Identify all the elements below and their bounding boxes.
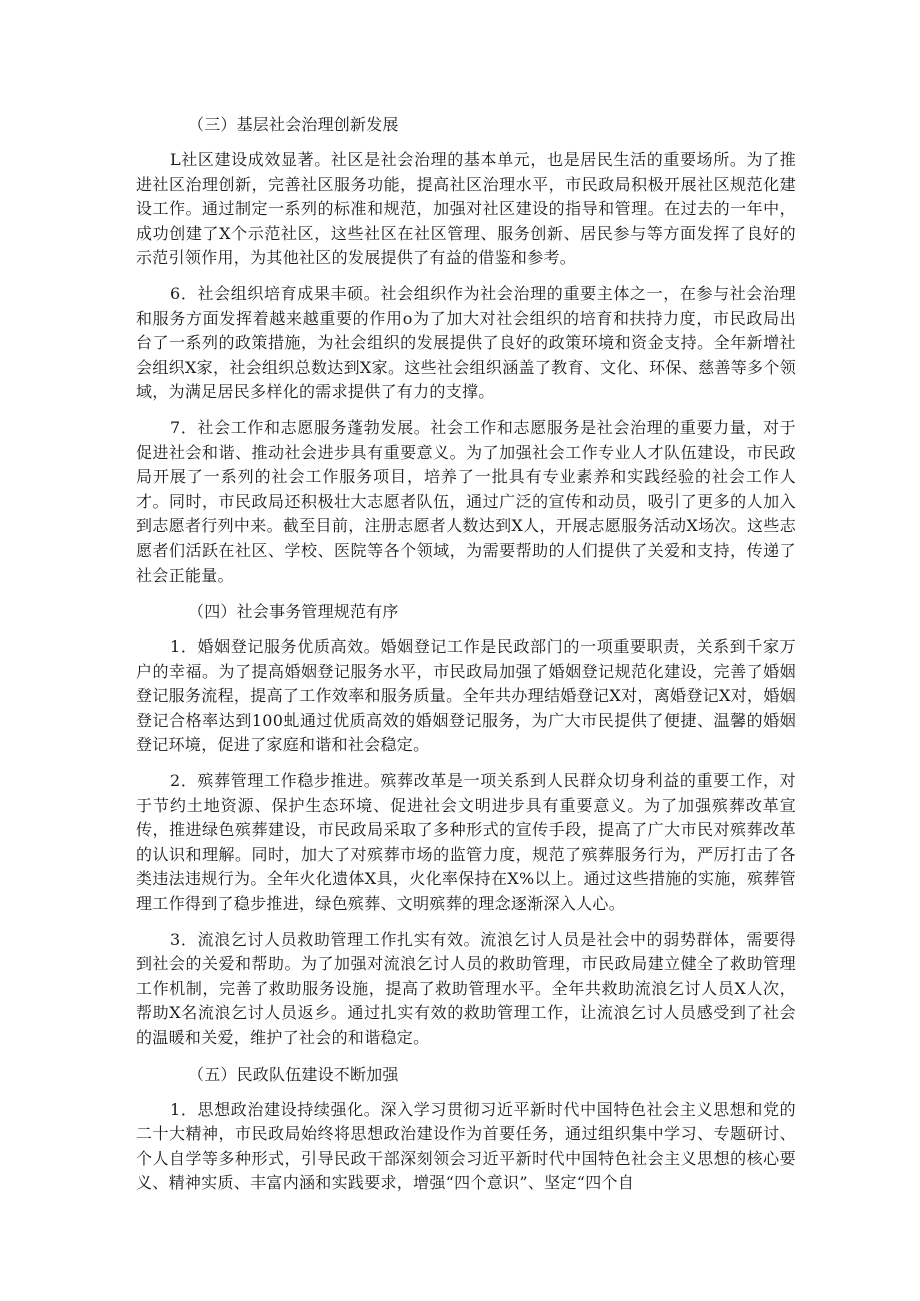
paragraph: 1．思想政治建设持续强化。深入学习贯彻习近平新时代中国特色社会主义思想和党的二十大精神，市民政局始终将思想政治建设作为首要任务，通过组织集中学习、专题研讨、个人自学等多种形式，引导民政干部深刻领会习近平新时代中国特色社会主义思想的核心要义、精神实质、丰富内涵和实践要求，增强“四个意识”、坚定“四个自	[136, 1099, 796, 1193]
document-body	[136, 112, 796, 1207]
paragraph: 1．婚姻登记服务优质高效。婚姻登记工作是民政部门的一项重要职责，关系到千家万户的幸福。为了提高婚姻登记服务水平，市民政局加强了婚姻登记规范化建设，完善了婚姻登记服务流程，提高了工作效率和服务质量。全年共办理结婚登记X对，离婚登记X对，婚姻登记合格率达到100虬通过优质高效的婚姻登记服务，为广大市民提供了便捷、温馨的婚姻登记环境，促进了家庭和谐和社会稳定。	[136, 637, 796, 755]
paragraph: 7．社会工作和志愿服务蓬勃发展。社会工作和志愿服务是社会治理的重要力量，对于促进社会和谐、推动社会进步具有重要意义。为了加强社会工作专业人才队伍建设，市民政局开展了一系列的社会工作服务项目，培养了一批具有专业素养和实践经验的社会工作人才。同时，市民政局还积极壮大志愿者队伍，通过广泛的宣传和动员，吸引了更多的人加入到志愿者行列中来。截至目前，注册志愿者人数达到X人，开展志愿服务活动X场次。这些志愿者们活跃在社区、学校、医院等各个领域，为需要帮助的人们提供了关爱和支持，传递了社会正能量。	[136, 417, 796, 585]
paragraph: 3．流浪乞讨人员救助管理工作扎实有效。流浪乞讨人员是社会中的弱势群体，需要得到社会的关爱和帮助。为了加强对流浪乞讨人员的救助管理，市民政局建立健全了救助管理工作机制，完善了救助服务设施，提高了救助管理水平。全年共救助流浪乞讨人员X人次，帮助X名流浪乞讨人员返乡。通过扎实有效的救助管理工作，让流浪乞讨人员感受到了社会的温暖和关爱，维护了社会的和谐稳定。	[136, 929, 796, 1047]
paragraph: 2．殡葬管理工作稳步推进。殡葬改革是一项关系到人民群众切身利益的重要工作，对于节约土地资源、保护生态环境、促进社会文明进步具有重要意义。为了加强殡葬改革宣传，推进绿色殡葬建设，市民政局采取了多种形式的宣传手段，提高了广大市民对殡葬改革的认识和理解。同时，加大了对殡葬市场的监管力度，规范了殡葬服务行为，严厉打击了各类违法违规行为。全年火化遗体X具，火化率保持在X%以上。通过这些措施的实施，殡葬管理工作得到了稳步推进，绿色殡葬、文明殡葬的理念逐渐深入人心。	[136, 771, 796, 914]
paragraph: 6．社会组织培育成果丰硕。社会组织作为社会治理的重要主体之一，在参与社会治理和服务方面发挥着越来越重要的作用o为了加大对社会组织的培育和扶持力度，市民政局出台了一系列的政策措施，为社会组织的发展提供了良好的政策环境和资金支持。全年新增社会组织X家，社会组织总数达到X家。这些社会组织涵盖了教育、文化、环保、慈善等多个领域，为满足居民多样化的需求提供了有力的支撑。	[136, 283, 796, 402]
section-heading: （五）民政队伍建设不断加强	[188, 1064, 399, 1084]
section-heading: （三）基层社会治理创新发展	[188, 115, 399, 134]
paragraph: L社区建设成效显著。社区是社会治理的基本单元，也是居民生活的重要场所。为了推进社区治理创新，完善社区服务功能，提高社区治理水平，市民政局积极开展社区规范化建设工作。通过制定一系列的标准和规范，加强对社区建设的指导和管理。在过去的一年中，成功创建了X个示范社区，这些社区在社区管理、服务创新、居民参与等方面发挥了良好的示范引领作用，为其他社区的发展提供了有益的借鉴和参考。	[136, 150, 796, 268]
section-heading: （四）社会事务管理规范有序	[188, 602, 399, 622]
